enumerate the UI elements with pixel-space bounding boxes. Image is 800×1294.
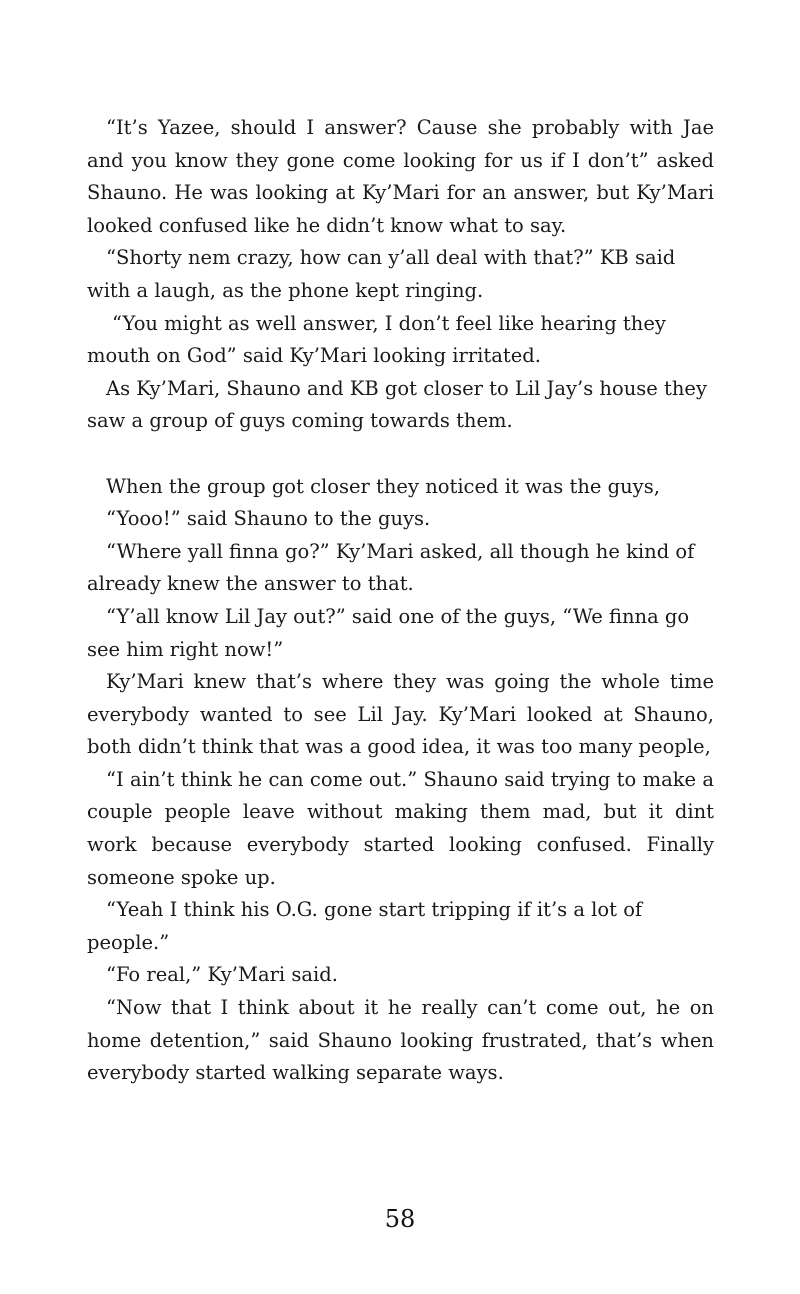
paragraph-3: “You might as well answer, I don’t feel like hearing they mouth on God” said Ky’Mari looking irritated.	[87, 311, 666, 368]
paragraph-10: “I ain’t think he can come out.” Shauno said trying to make a couple people leave without making them mad, but it dint work because everybody started looking confused. Finally someone spoke up.	[87, 767, 714, 889]
paragraph-11: “Yeah I think his O.G. gone start tripping if it’s a lot of people.”	[87, 898, 643, 954]
paragraph-2: “Shorty nem crazy, how can y’all deal with that?” KB said with a laugh, as the phone kept ringing.	[87, 246, 676, 302]
paragraph-8: “Y’all know Lil Jay out?” said one of the guys, “We finna go see him right now!”	[87, 604, 690, 661]
paragraph-6: “Yooo!” said Shauno to the guys.	[106, 507, 431, 531]
page-body	[87, 112, 714, 1090]
paragraph-13: “Now that I think about it he really can’t come out, he on home detention,” said Shauno looking frustrated, that’s when everybody started walking separate ways.	[87, 996, 714, 1085]
paragraph-4: As Ky’Mari, Shauno and KB got closer to Lil Jay’s house they saw a group of guys coming towards them.	[87, 376, 707, 433]
paragraph-9: Ky’Mari knew that’s where they was going the whole time everybody wanted to see Lil Jay. Ky’Mari looked at Shauno, both didn’t think that was a good idea, it was too many people,	[87, 670, 714, 759]
paragraph-7: “Where yall finna go?” Ky’Mari asked, all though he kind of already knew the answer to that.	[87, 539, 695, 596]
paragraph-1: “It’s Yazee, should I answer? Cause she probably with Jae and you know they gone come looking for us if I don’t” asked Shauno. He was looking at Ky’Mari for an answer, but Ky’Mari looked confused like he didn’t know what to say.	[87, 116, 714, 237]
paragraph-12: “Fo real,” Ky’Mari said.	[106, 963, 338, 987]
paragraph-gap	[87, 438, 714, 471]
page-number: 58	[384, 1205, 416, 1233]
paragraph-5: When the group got closer they noticed it was the guys,	[106, 474, 660, 498]
